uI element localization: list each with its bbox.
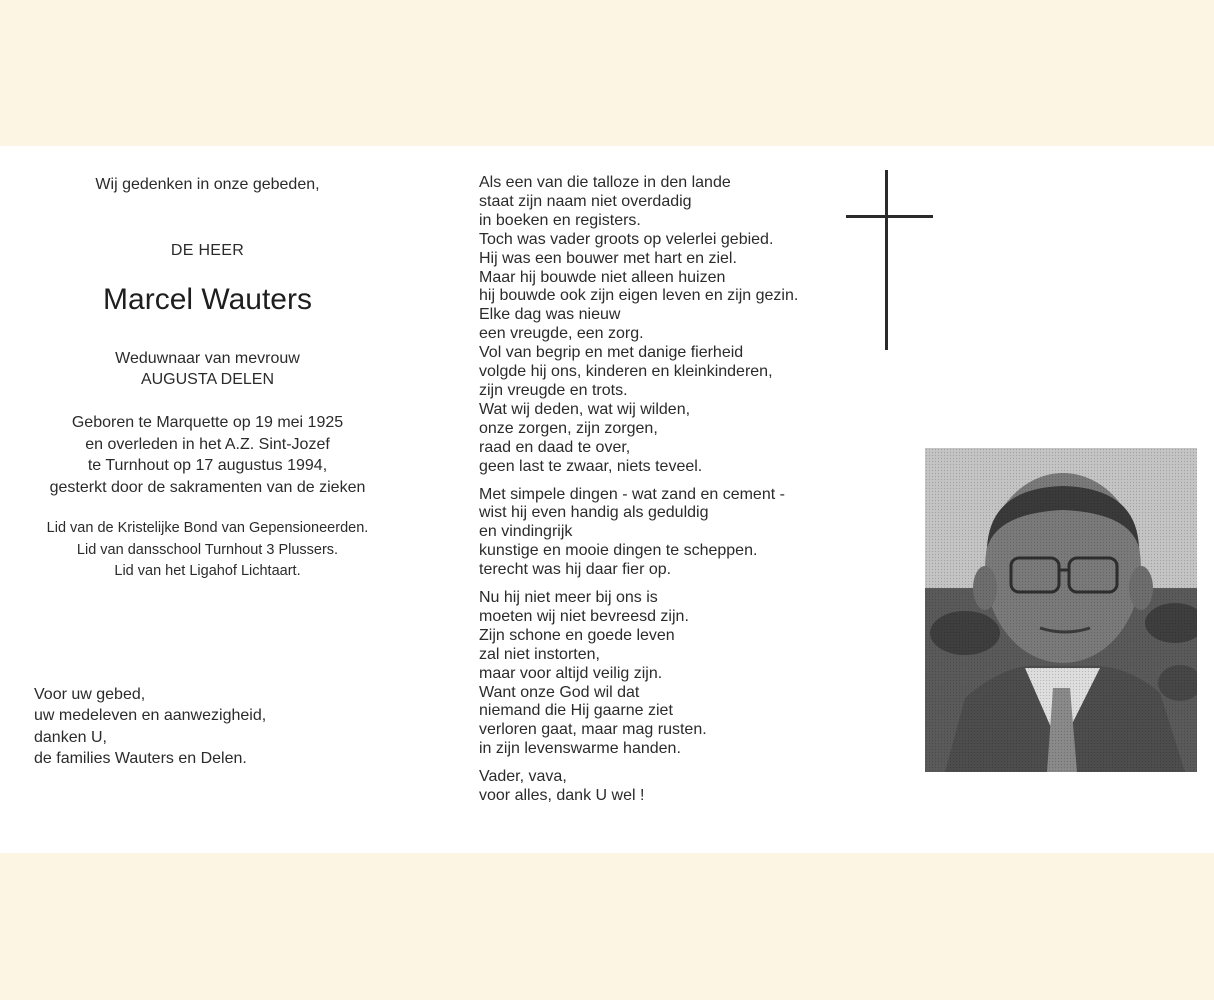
- poem-line: niemand die Hij gaarne ziet: [479, 702, 673, 720]
- bio-line: gesterkt door de sakramenten van de zieken: [49, 478, 366, 496]
- poem-line: Als een van die talloze in den lande: [479, 174, 731, 191]
- poem-line: verloren gaat, maar mag rusten.: [479, 721, 707, 739]
- poem-line: onze zorgen, zijn zorgen,: [479, 419, 658, 437]
- poem-line: Wat wij deden, wat wij wilden,: [479, 400, 691, 418]
- poem-stanza: [479, 589, 839, 759]
- thanks-line: danken U,: [34, 728, 107, 746]
- poem-line: moeten wij niet bevreesd zijn.: [479, 607, 689, 625]
- poem-line: Maar hij bouwde niet alleen huizen: [479, 268, 726, 286]
- membership-line: Lid van dansschool Turnhout 3 Plussers.: [76, 541, 339, 558]
- poem-line: en vindingrijk: [479, 523, 573, 541]
- poem-line: in boeken en registers.: [479, 211, 641, 229]
- spouse-line: AUGUSTA DELEN: [140, 371, 275, 388]
- portrait-photo: [925, 448, 1197, 772]
- thanks-line: uw medeleven en aanwezigheid,: [34, 707, 267, 725]
- poem-line: raad en daad te over,: [479, 438, 631, 456]
- poem-line: in zijn levenswarme handen.: [479, 740, 681, 758]
- poem-line: hij bouwde ook zijn eigen leven en zijn gezin.: [479, 287, 799, 305]
- poem-line: zal niet instorten,: [479, 645, 600, 663]
- thanks-line: de families Wauters en Delen.: [34, 749, 247, 767]
- poem-line: Vader, vava,: [479, 768, 567, 786]
- poem: [479, 174, 839, 806]
- poem-line: terecht was hij daar fier op.: [479, 561, 672, 579]
- deceased-name: Marcel Wauters: [103, 283, 312, 316]
- poem-line: maar voor altijd veilig zijn.: [479, 664, 663, 682]
- spouse-line: Weduwnaar van mevrouw: [115, 350, 300, 367]
- cross-vertical-bar: [885, 170, 888, 350]
- poem-line: Want onze God wil dat: [479, 683, 640, 701]
- poem-stanza: [479, 174, 839, 477]
- poem-line: Vol van begrip en met danige fierheid: [479, 344, 744, 362]
- membership-line: Lid van het Ligahof Lichtaart.: [114, 563, 301, 579]
- poem-line: geen last te zwaar, niets teveel.: [479, 457, 703, 475]
- thanks-line: Voor uw gebed,: [34, 686, 146, 703]
- poem-line: Zijn schone en goede leven: [479, 626, 675, 644]
- poem-line: kunstige en mooie dingen te scheppen.: [479, 542, 758, 560]
- bio-line: te Turnhout op 17 augustus 1994,: [87, 457, 328, 474]
- poem-line: Hij was een bouwer met hart en ziel.: [479, 249, 737, 267]
- memberships: [20, 518, 395, 583]
- poem-line: Toch was vader groots op velerlei gebied.: [479, 230, 774, 248]
- poem-line: Met simpele dingen - wat zand en cement -: [479, 485, 785, 503]
- bio-line: Geboren te Marquette op 19 mei 1925: [71, 414, 344, 431]
- poem-stanza: [479, 486, 839, 581]
- memorial-card: [0, 146, 1214, 853]
- poem-line: wist hij even handig als geduldig: [479, 504, 709, 522]
- honorific: DE HEER: [170, 242, 245, 259]
- poem-line: Elke dag was nieuw: [479, 306, 621, 324]
- portrait-illustration: [925, 448, 1197, 772]
- poem-line: een vreugde, een zorg.: [479, 325, 644, 343]
- poem-line: staat zijn naam niet overdadig: [479, 192, 692, 210]
- poem-line: voor alles, dank U wel !: [479, 787, 645, 805]
- thanks-note: [34, 684, 394, 769]
- poem-line: zijn vreugde en trots.: [479, 381, 628, 399]
- bio-line: en overleden in het A.Z. Sint-Jozef: [85, 435, 330, 453]
- spouse-info: [20, 348, 395, 390]
- poem-line: volgde hij ons, kinderen en kleinkinderen,: [479, 363, 773, 381]
- poem-stanza: [479, 768, 839, 806]
- biography: [20, 412, 395, 498]
- membership-line: Lid van de Kristelijke Bond van Gepensioneerden.: [46, 520, 369, 536]
- intro-text: Wij gedenken in onze gebeden,: [95, 176, 320, 193]
- cross-horizontal-bar: [846, 215, 933, 218]
- poem-line: Nu hij niet meer bij ons is: [479, 589, 658, 607]
